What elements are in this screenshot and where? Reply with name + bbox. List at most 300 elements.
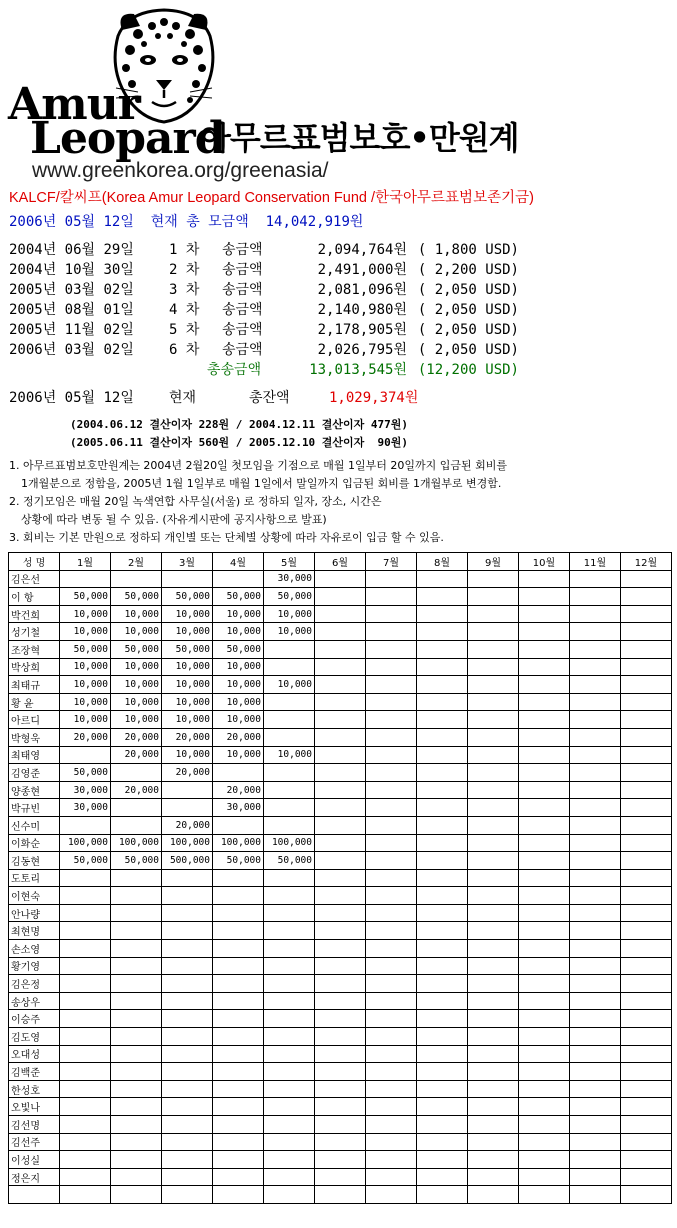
dues-cell — [315, 588, 366, 606]
dues-cell — [264, 869, 315, 887]
installment-amount: 2,178,905원 — [317, 322, 407, 338]
dues-cell — [213, 869, 264, 887]
dues-cell — [621, 869, 672, 887]
dues-cell: 10,000 — [213, 676, 264, 694]
installment-num: 4 차 — [169, 302, 200, 318]
installment-row — [9, 300, 519, 320]
current-total-amount: 14,042,919원 — [265, 214, 364, 230]
dues-cell — [60, 1045, 111, 1063]
dues-cell — [570, 922, 621, 940]
dues-cell — [417, 904, 468, 922]
dues-cell — [264, 1045, 315, 1063]
dues-cell — [213, 1098, 264, 1116]
dues-cell — [417, 623, 468, 641]
dues-cell — [213, 1168, 264, 1186]
table-row — [9, 693, 672, 711]
dues-cell — [366, 1045, 417, 1063]
dues-cell — [570, 904, 621, 922]
dues-cell — [519, 992, 570, 1010]
dues-cell — [213, 1116, 264, 1134]
dues-cell — [621, 746, 672, 764]
dues-cell — [570, 834, 621, 852]
dues-cell — [315, 658, 366, 676]
dues-cell — [621, 711, 672, 729]
installment-num: 6 차 — [169, 342, 200, 358]
dues-cell — [315, 975, 366, 993]
balance-label1: 현재 — [169, 390, 197, 406]
header-month: 1월 — [60, 553, 111, 571]
dues-cell — [60, 1168, 111, 1186]
dues-cell: 50,000 — [111, 588, 162, 606]
dues-cell — [366, 852, 417, 870]
header-name: 성 명 — [9, 553, 60, 571]
dues-cell — [570, 640, 621, 658]
dues-cell — [264, 728, 315, 746]
dues-cell — [264, 1186, 315, 1204]
dues-cell — [366, 1098, 417, 1116]
dues-cell — [570, 1098, 621, 1116]
dues-cell — [468, 1116, 519, 1134]
dues-cell — [111, 1028, 162, 1046]
dues-cell — [621, 1168, 672, 1186]
dues-cell — [519, 1186, 570, 1204]
dues-cell — [315, 728, 366, 746]
dues-cell — [366, 693, 417, 711]
member-name: 한성호 — [9, 1080, 60, 1098]
dues-cell — [111, 1010, 162, 1028]
installment-usd: ( 1,800 USD) — [417, 242, 519, 258]
dues-cell: 10,000 — [162, 711, 213, 729]
dues-cell: 50,000 — [111, 852, 162, 870]
dues-cell — [111, 992, 162, 1010]
dues-cell — [213, 764, 264, 782]
dues-cell — [315, 1151, 366, 1169]
dues-cell — [315, 781, 366, 799]
dues-cell: 20,000 — [162, 764, 213, 782]
dues-cell — [621, 887, 672, 905]
dues-cell — [111, 1080, 162, 1098]
dues-cell — [468, 1010, 519, 1028]
dues-cell — [468, 834, 519, 852]
dues-cell — [417, 816, 468, 834]
dues-cell — [417, 1133, 468, 1151]
dues-cell — [519, 640, 570, 658]
dues-cell — [468, 728, 519, 746]
total-sent-row — [9, 360, 519, 380]
installment-label: 송금액 — [222, 262, 263, 278]
member-name: 김선명 — [9, 1116, 60, 1134]
dues-cell: 50,000 — [213, 852, 264, 870]
dues-cell — [60, 1151, 111, 1169]
table-row — [9, 1010, 672, 1028]
table-row — [9, 623, 672, 641]
dues-cell: 20,000 — [111, 781, 162, 799]
dues-cell — [519, 869, 570, 887]
dues-cell — [519, 1133, 570, 1151]
dues-cell — [468, 676, 519, 694]
dues-cell: 500,000 — [162, 852, 213, 870]
dues-cell: 10,000 — [162, 658, 213, 676]
dues-cell — [621, 1080, 672, 1098]
dues-cell — [570, 1080, 621, 1098]
member-name: 김은선 — [9, 570, 60, 588]
dues-cell — [264, 1010, 315, 1028]
table-header-row — [9, 553, 672, 571]
dues-cell — [570, 1010, 621, 1028]
dues-cell — [519, 1151, 570, 1169]
dues-cell — [366, 1151, 417, 1169]
balance-row — [9, 387, 418, 407]
dues-cell — [468, 658, 519, 676]
installment-date: 2004년 06월 29일 — [9, 242, 134, 258]
dues-cell — [417, 588, 468, 606]
dues-cell — [621, 693, 672, 711]
installment-label: 송금액 — [222, 282, 263, 298]
dues-cell — [264, 922, 315, 940]
dues-cell — [468, 693, 519, 711]
dues-cell — [417, 1010, 468, 1028]
dues-cell — [570, 1168, 621, 1186]
installment-num: 1 차 — [169, 242, 200, 258]
dues-cell — [519, 904, 570, 922]
installment-label: 송금액 — [222, 342, 263, 358]
dues-cell: 10,000 — [111, 676, 162, 694]
member-name: 김도영 — [9, 1028, 60, 1046]
member-name: 김백준 — [9, 1063, 60, 1081]
table-row — [9, 605, 672, 623]
dues-cell — [60, 887, 111, 905]
dues-cell — [468, 957, 519, 975]
dues-cell — [366, 781, 417, 799]
fund-name: KALCF/칼씨프(Korea Amur Leopard Conservation Fund /한국아무르표범보존기금) — [9, 190, 534, 206]
dues-cell — [519, 746, 570, 764]
balance-label2: 총잔액 — [249, 390, 290, 406]
member-name: 이화순 — [9, 834, 60, 852]
dues-cell: 10,000 — [213, 623, 264, 641]
dues-cell — [366, 922, 417, 940]
dues-cell — [621, 940, 672, 958]
dues-cell — [417, 922, 468, 940]
table-row — [9, 676, 672, 694]
dues-cell — [264, 992, 315, 1010]
dues-cell: 10,000 — [264, 623, 315, 641]
table-row — [9, 852, 672, 870]
dues-cell — [519, 1098, 570, 1116]
dues-cell — [621, 676, 672, 694]
dues-cell — [468, 764, 519, 782]
dues-cell: 100,000 — [264, 834, 315, 852]
dues-cell — [111, 1045, 162, 1063]
dues-cell — [111, 816, 162, 834]
dues-cell — [315, 816, 366, 834]
table-row — [9, 834, 672, 852]
dues-cell — [621, 1151, 672, 1169]
dues-cell — [621, 834, 672, 852]
dues-cell — [162, 922, 213, 940]
dues-cell — [417, 1080, 468, 1098]
dues-cell — [417, 1045, 468, 1063]
header-month: 8월 — [417, 553, 468, 571]
dues-cell — [417, 781, 468, 799]
dues-cell — [264, 1028, 315, 1046]
dues-cell: 10,000 — [111, 658, 162, 676]
header-month: 6월 — [315, 553, 366, 571]
dues-cell — [417, 992, 468, 1010]
dues-cell — [621, 605, 672, 623]
logo-leopard: Leopard — [30, 113, 225, 164]
member-name: 안나량 — [9, 904, 60, 922]
installment-date: 2005년 11월 02일 — [9, 322, 134, 338]
dues-cell: 100,000 — [111, 834, 162, 852]
dues-cell — [570, 869, 621, 887]
table-row — [9, 992, 672, 1010]
dues-cell — [162, 957, 213, 975]
header-month: 2월 — [111, 553, 162, 571]
dues-cell: 10,000 — [162, 676, 213, 694]
table-row — [9, 640, 672, 658]
dues-cell — [213, 1063, 264, 1081]
dues-cell — [468, 605, 519, 623]
installment-usd: ( 2,050 USD) — [417, 282, 519, 298]
dues-cell — [162, 781, 213, 799]
dues-cell — [621, 852, 672, 870]
dues-cell — [417, 640, 468, 658]
dues-cell — [315, 764, 366, 782]
dues-cell — [468, 746, 519, 764]
table-row — [9, 570, 672, 588]
installment-label: 송금액 — [222, 242, 263, 258]
dues-cell — [60, 1098, 111, 1116]
dues-cell — [315, 1168, 366, 1186]
installment-amount: 2,026,795원 — [317, 342, 407, 358]
dues-cell — [315, 1045, 366, 1063]
dues-cell — [162, 1116, 213, 1134]
dues-cell — [366, 623, 417, 641]
dues-cell — [570, 728, 621, 746]
dues-cell — [315, 711, 366, 729]
member-name: 이현숙 — [9, 887, 60, 905]
dues-cell — [264, 693, 315, 711]
dues-cell — [366, 1010, 417, 1028]
dues-cell — [621, 781, 672, 799]
dues-cell — [570, 1186, 621, 1204]
dues-cell — [417, 570, 468, 588]
installment-date: 2005년 03월 02일 — [9, 282, 134, 298]
note-line: 1. 아무르표범보호만원계는 2004년 2월20일 첫모임을 기점으로 매월 1일부터 20일까지 입금된 회비를 — [9, 459, 507, 472]
dues-cell: 50,000 — [162, 640, 213, 658]
dues-cell: 50,000 — [111, 640, 162, 658]
dues-cell — [621, 764, 672, 782]
dues-cell — [519, 588, 570, 606]
dues-cell — [162, 1151, 213, 1169]
dues-cell — [519, 605, 570, 623]
dues-cell — [468, 711, 519, 729]
dues-cell: 10,000 — [213, 711, 264, 729]
dues-cell — [417, 676, 468, 694]
dues-cell: 10,000 — [162, 623, 213, 641]
note-line: 3. 회비는 기본 만원으로 정하되 개인별 또는 단체별 상황에 따라 자유로이 입금 할 수 있음. — [9, 531, 444, 544]
dues-cell — [570, 940, 621, 958]
dues-cell — [315, 834, 366, 852]
header-month: 12월 — [621, 553, 672, 571]
dues-cell — [162, 1168, 213, 1186]
dues-cell — [315, 605, 366, 623]
installment-date: 2004년 10월 30일 — [9, 262, 134, 278]
table-row — [9, 1168, 672, 1186]
dues-cell — [264, 799, 315, 817]
dues-cell — [570, 992, 621, 1010]
dues-cell — [570, 746, 621, 764]
installment-usd: ( 2,050 USD) — [417, 322, 519, 338]
dues-cell: 20,000 — [111, 746, 162, 764]
dues-cell — [519, 1028, 570, 1046]
dues-cell — [417, 887, 468, 905]
dues-cell — [366, 940, 417, 958]
dues-cell — [366, 764, 417, 782]
dues-cell — [111, 764, 162, 782]
member-name: 황기영 — [9, 957, 60, 975]
dues-cell — [417, 1151, 468, 1169]
dues-cell — [468, 904, 519, 922]
dues-cell — [621, 1133, 672, 1151]
member-name: 아르디 — [9, 711, 60, 729]
total-sent-label: 총송금액 — [207, 362, 262, 378]
installment-row — [9, 320, 519, 340]
dues-cell — [621, 816, 672, 834]
dues-cell — [315, 1063, 366, 1081]
dues-cell — [111, 1063, 162, 1081]
dues-cell — [468, 1186, 519, 1204]
dues-cell — [468, 922, 519, 940]
dues-cell: 100,000 — [213, 834, 264, 852]
dues-cell — [60, 1133, 111, 1151]
member-name: 김은정 — [9, 975, 60, 993]
dues-cell — [264, 640, 315, 658]
dues-cell — [264, 1133, 315, 1151]
dues-cell — [366, 1133, 417, 1151]
interest-line-1: (2004.06.12 결산이자 228원 / 2004.12.11 결산이자 477원) — [70, 418, 409, 431]
member-name: 박형욱 — [9, 728, 60, 746]
member-name: 조장혁 — [9, 640, 60, 658]
dues-cell — [264, 940, 315, 958]
dues-cell — [468, 975, 519, 993]
dues-cell — [264, 1151, 315, 1169]
dues-cell — [111, 1186, 162, 1204]
dues-cell — [60, 1063, 111, 1081]
dues-cell — [621, 1098, 672, 1116]
dues-cell: 30,000 — [60, 781, 111, 799]
table-row — [9, 1133, 672, 1151]
member-name: 양종현 — [9, 781, 60, 799]
dues-cell: 10,000 — [162, 746, 213, 764]
dues-cell — [111, 887, 162, 905]
dues-cell — [417, 693, 468, 711]
dues-cell — [417, 834, 468, 852]
member-name: 이성실 — [9, 1151, 60, 1169]
dues-cell — [60, 940, 111, 958]
dues-cell — [621, 728, 672, 746]
installment-label: 송금액 — [222, 322, 263, 338]
dues-cell — [162, 1063, 213, 1081]
dues-cell — [570, 816, 621, 834]
member-name: 박상희 — [9, 658, 60, 676]
dues-cell — [162, 940, 213, 958]
table-row — [9, 1116, 672, 1134]
header — [0, 0, 677, 185]
dues-cell — [264, 711, 315, 729]
dues-cell: 50,000 — [213, 640, 264, 658]
dues-cell — [162, 1098, 213, 1116]
dues-cell — [264, 658, 315, 676]
table-row — [9, 781, 672, 799]
dues-cell: 10,000 — [111, 623, 162, 641]
dues-cell — [315, 957, 366, 975]
dues-cell: 10,000 — [162, 693, 213, 711]
member-name: 이 항 — [9, 588, 60, 606]
dues-cell — [213, 1186, 264, 1204]
dues-cell — [213, 922, 264, 940]
dues-cell — [111, 922, 162, 940]
member-name: 황 윤 — [9, 693, 60, 711]
dues-cell — [570, 1151, 621, 1169]
dues-cell — [213, 1010, 264, 1028]
dues-cell — [60, 975, 111, 993]
dues-cell: 20,000 — [162, 816, 213, 834]
dues-cell — [519, 922, 570, 940]
dues-cell — [60, 992, 111, 1010]
installment-amount: 2,491,000원 — [317, 262, 407, 278]
dues-cell — [213, 816, 264, 834]
dues-cell: 10,000 — [264, 676, 315, 694]
dues-cell — [162, 1045, 213, 1063]
dues-cell — [111, 799, 162, 817]
dues-cell — [366, 904, 417, 922]
table-row — [9, 588, 672, 606]
dues-cell — [162, 1010, 213, 1028]
current-total-label: 현재 총 모금액 — [150, 214, 249, 230]
dues-cell — [417, 975, 468, 993]
dues-cell — [366, 676, 417, 694]
dues-cell — [621, 799, 672, 817]
dues-cell — [264, 1168, 315, 1186]
dues-cell — [162, 1080, 213, 1098]
dues-cell — [468, 816, 519, 834]
dues-cell — [519, 676, 570, 694]
dues-cell — [366, 1028, 417, 1046]
dues-cell — [468, 1063, 519, 1081]
current-total-date: 2006년 05월 12일 — [9, 214, 134, 230]
note-line: 2. 정기모임은 매월 20일 녹색연합 사무실(서울) 로 정하되 일자, 장소, 시간은 — [9, 495, 382, 508]
table-row — [9, 816, 672, 834]
dues-cell — [264, 781, 315, 799]
dues-cell — [60, 746, 111, 764]
dues-cell: 20,000 — [213, 728, 264, 746]
dues-cell — [213, 570, 264, 588]
dues-cell: 50,000 — [264, 588, 315, 606]
dues-cell — [213, 940, 264, 958]
dues-cell — [570, 1133, 621, 1151]
dues-cell: 30,000 — [60, 799, 111, 817]
table-row — [9, 869, 672, 887]
dues-cell — [519, 1063, 570, 1081]
member-name: 박규빈 — [9, 799, 60, 817]
dues-cell — [519, 764, 570, 782]
balance-amount: 1,029,374원 — [329, 390, 419, 406]
member-name: 김선주 — [9, 1133, 60, 1151]
member-name: 박건희 — [9, 605, 60, 623]
table-row — [9, 658, 672, 676]
dues-table — [8, 552, 672, 1204]
